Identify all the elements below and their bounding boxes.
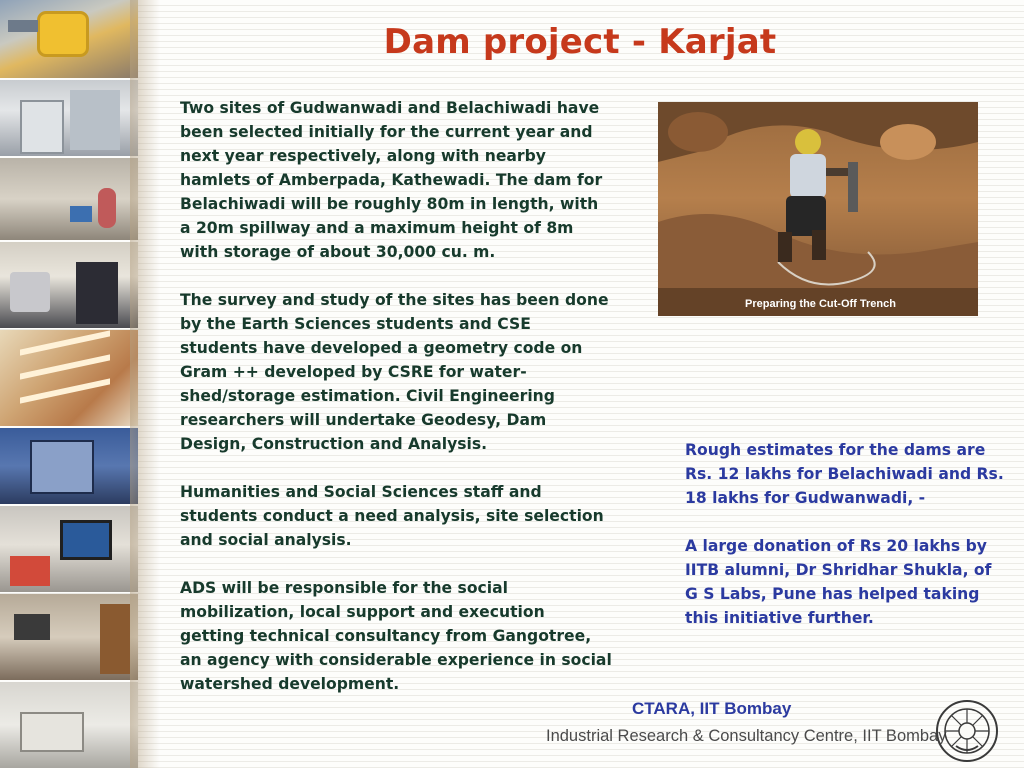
paragraph-social-analysis: Humanities and Social Sciences staff and students conduct a need analysis, site selection and social analysis. [180, 483, 604, 549]
paragraph-survey: The survey and study of the sites has been done by the Earth Sciences students and CSE students have developed a geometry code on Gram ++ developed by CSRE for water-shed/storage estimation. Civil Engineering researchers will undertake Geodesy, Dam Design, Construction and Analysis. [180, 291, 609, 453]
lab-photo-researcher [0, 158, 138, 240]
photo-caption: Preparing the Cut-Off Trench [745, 298, 896, 310]
paragraph-ads: ADS will be responsible for the social mobilization, local support and execution getting technical consultancy from Gangotree, an agency with considerable experience in social watershed development. [180, 579, 612, 693]
side-text-column [685, 438, 1005, 654]
lab-photo-equipment [0, 0, 138, 78]
slide-title: Dam project - Karjat [383, 22, 777, 62]
lab-photo-instruments [0, 242, 138, 328]
lab-photo-workbench [0, 594, 138, 680]
paragraph-sites: Two sites of Gudwanwadi and Belachiwadi have been selected initially for the current year and next year respectively, along with nearby hamlets of Amberpada, Kathewadi. The dam for Belachiwadi will be roughly 80m in length, with a 20m spillway and a maximum height of 8m with storage of about 30,000 cu. m. [180, 99, 603, 261]
main-text-column [180, 96, 612, 720]
lab-photo-blue-apparatus [0, 428, 138, 504]
strip-fade [130, 0, 160, 768]
lab-photo-device [0, 682, 138, 768]
campus-building-photo [0, 330, 138, 426]
lab-photo-strip [0, 0, 138, 768]
paragraph-donation: A large donation of Rs 20 lakhs by IITB alumni, Dr Shridhar Shukla, of G S Labs, Pune has helped taking this initiative further. [685, 537, 992, 627]
lab-photo-workstation [0, 506, 138, 592]
org-label: CTARA, IIT Bombay [632, 699, 792, 718]
iit-bombay-emblem-icon [934, 698, 1000, 764]
paragraph-estimates: Rough estimates for the dams are Rs. 12 lakhs for Belachiwadi and Rs. 18 lakhs for Gudwanwadi, - [685, 441, 1004, 507]
footer-text: Industrial Research & Consultancy Centre, IIT Bombay [546, 727, 947, 745]
trench-photo [658, 102, 978, 316]
lab-photo-machines [0, 80, 138, 156]
